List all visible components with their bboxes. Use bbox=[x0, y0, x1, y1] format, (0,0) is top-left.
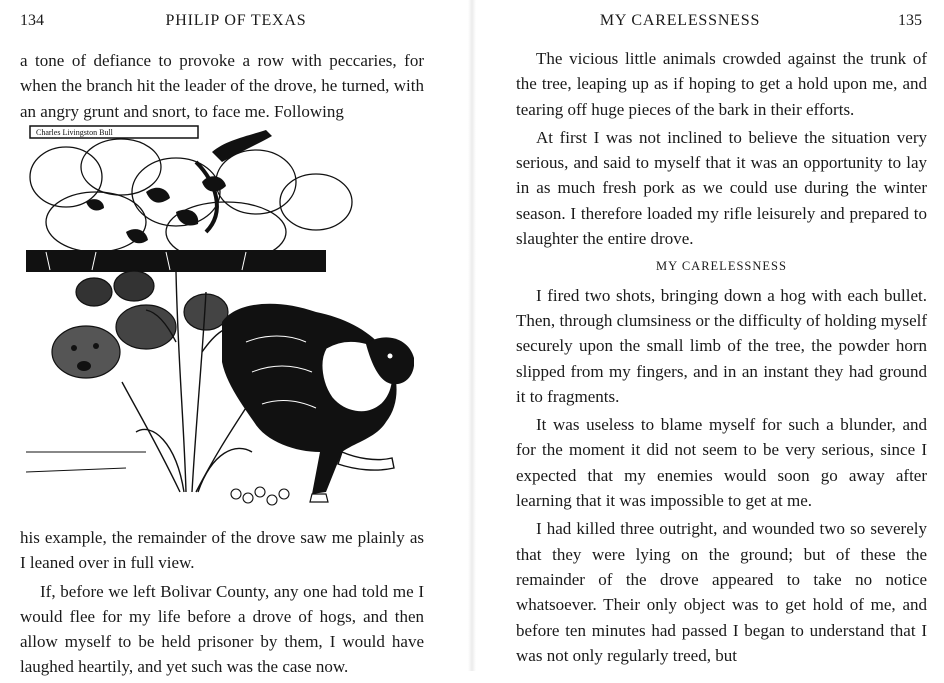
paragraph: The vicious little animals crowded against the trunk of the tree, leaping up as if hoping to get a hold upon me, and tearing off huge pieces of the bark in their efforts. bbox=[516, 49, 927, 119]
signature-banner bbox=[30, 126, 198, 138]
paragraph: I had killed three outright, and wounded two so severely that they were lying on the ground; but of these the remainder of the drove appeared to take no notice whatsoever. Their only object was to get hold of me, and before ten minutes had passed I began to understand that I was not only regularly treed, but bbox=[516, 519, 927, 665]
paragraph: a tone of defiance to provoke a row with peccaries, for when the branch hit the leader of the drove, he turned, with an angry grunt and snort, to face me. Following bbox=[20, 51, 424, 121]
artist-signature: Charles Livingston Bull bbox=[36, 128, 113, 137]
paragraph: If, before we left Bolivar County, any one had told me I would flee for my life before a drove of hogs, and then allow myself to be held prisoner by them, I would have laughed heartily, and yet such was the case now. bbox=[20, 581, 424, 677]
right-page bbox=[472, 0, 944, 671]
running-head: MY CARELESSNESS bbox=[599, 12, 761, 29]
section-subheading: MY CARELESSNESS bbox=[656, 259, 787, 274]
running-head: PHILIP OF TEXAS bbox=[165, 12, 307, 29]
paragraph: I fired two shots, bringing down a hog with each bullet. Then, through clumsiness or the difficulty of holding myself securely upon the small limb of the tree, the powder horn slipped from my fingers, and in an instant they had ground it to fragments. bbox=[516, 285, 927, 406]
dog-and-peccaries-illustration bbox=[26, 122, 414, 514]
body-text-bottom bbox=[20, 525, 424, 683]
left-page bbox=[0, 0, 472, 677]
paragraph: At first I was not inclined to believe the situation very serious, and said to myself that it was an opportunity to lay in as much fresh pork as we could use during the winter season. I therefore loaded my rifle leisurely and prepared to slaughter the entire drove. bbox=[516, 127, 927, 249]
page-number: 135 bbox=[898, 12, 922, 29]
body-text bbox=[516, 46, 927, 671]
paragraph: his example, the remainder of the drove saw me plainly as I leaned over in full view. bbox=[20, 528, 424, 573]
paragraph: It was useless to blame myself for such a blunder, and for the moment it did not seem to be very serious, since I expected that my enemies would soon go away after learning that it was impossible to get at me. bbox=[516, 415, 927, 511]
page-number: 134 bbox=[20, 12, 44, 29]
body-text-top bbox=[20, 48, 424, 127]
